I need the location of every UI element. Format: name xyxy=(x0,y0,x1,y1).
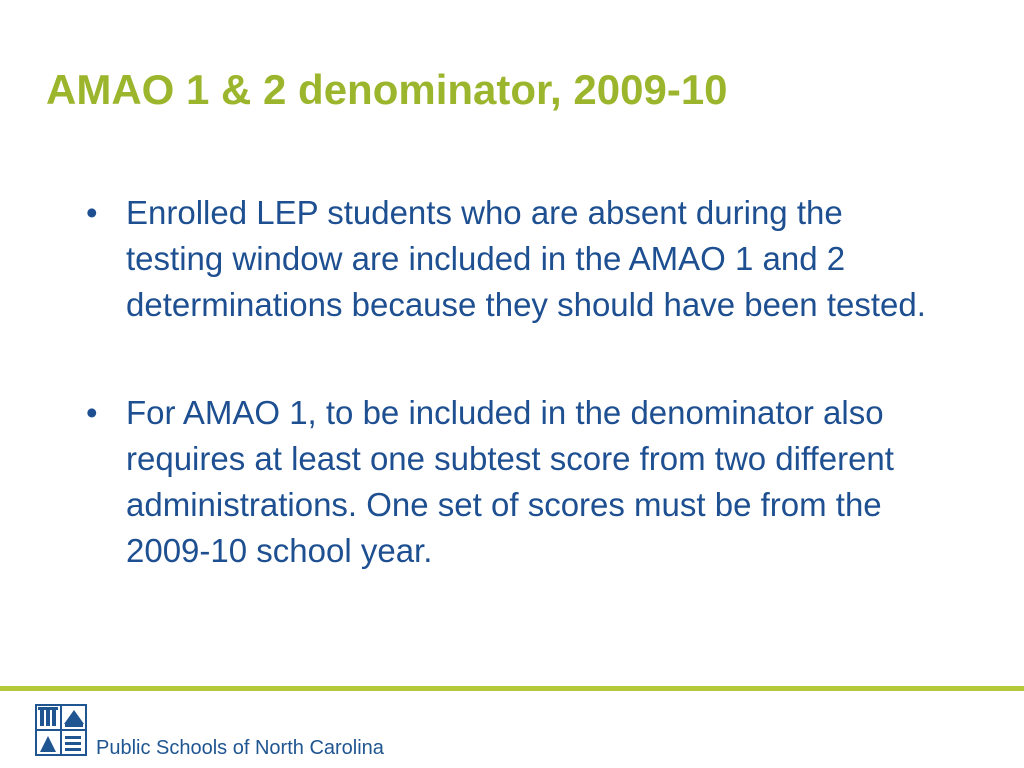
organization-name: Public Schools of North Carolina xyxy=(96,737,384,759)
bullet-marker: • xyxy=(86,194,98,231)
footer-divider xyxy=(0,686,1024,691)
bullet-marker: • xyxy=(86,394,98,431)
slide-title: AMAO 1 & 2 denominator, 2009-10 xyxy=(46,66,728,113)
bullet-list xyxy=(86,190,946,574)
bullet-item-2 xyxy=(86,390,946,574)
ncdpi-logo-icon xyxy=(34,702,88,758)
bullet-text: Enrolled LEP students who are absent during the testing window are included in the AMAO 1 and 2 determinations because they should have been tested. xyxy=(126,194,926,323)
bullet-item-1 xyxy=(86,190,946,328)
bullet-text: For AMAO 1, to be included in the denominator also requires at least one subtest score from two different administrations. One set of scores must be from the 2009-10 school year. xyxy=(126,394,894,569)
